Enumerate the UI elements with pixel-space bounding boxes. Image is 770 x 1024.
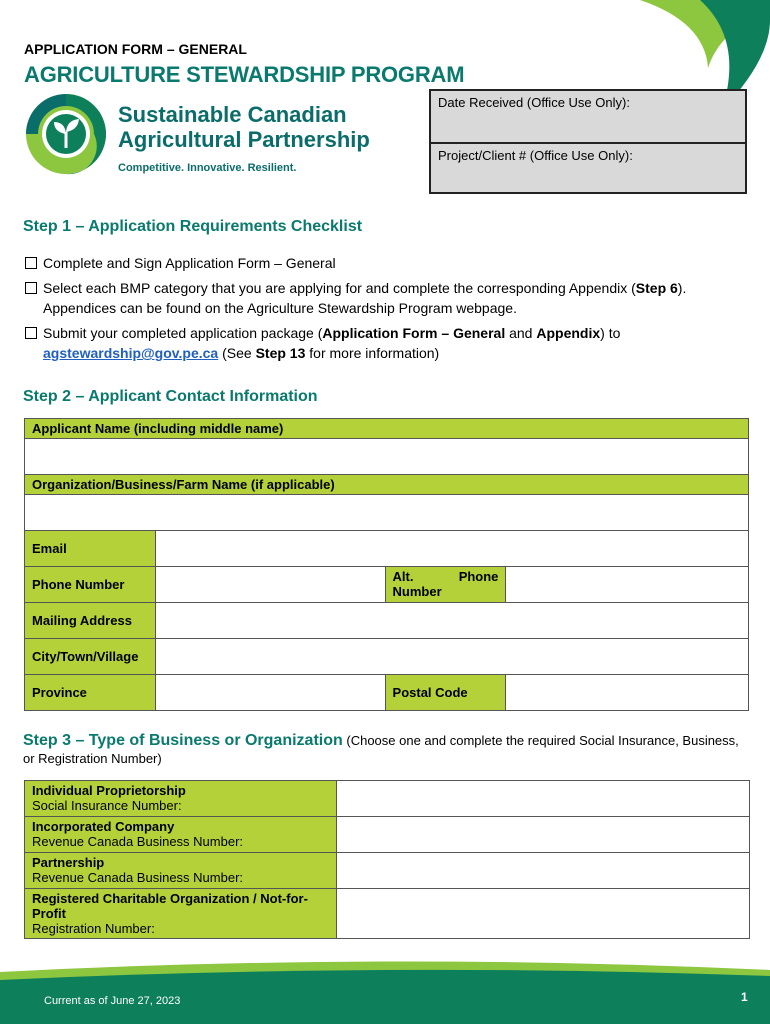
- appendix-reference: Appendix: [536, 325, 601, 341]
- checklist-text: and: [505, 325, 537, 341]
- logo-name-line2: Agricultural Partnership: [118, 127, 370, 152]
- alt-phone-input[interactable]: [506, 567, 749, 603]
- business-number-input[interactable]: [336, 781, 749, 817]
- date-received-field[interactable]: [431, 91, 745, 142]
- postal-code-label: Postal Code: [385, 675, 506, 711]
- step3-note: (Choose one and complete the required Social Insurance, Business, or Registration Number): [23, 733, 739, 766]
- applicant-name-label: Applicant Name (including middle name): [25, 419, 749, 439]
- checkbox[interactable]: [25, 282, 37, 294]
- bottom-swoosh-decoration: [0, 958, 770, 1024]
- email-label: Email: [25, 531, 156, 567]
- business-type-title: Partnership: [32, 855, 105, 870]
- phone-input[interactable]: [155, 567, 385, 603]
- form-reference: Application Form – General: [322, 325, 506, 341]
- step3-heading: [23, 732, 743, 768]
- checklist-text: for more information): [305, 345, 440, 361]
- applicant-name-input[interactable]: [25, 439, 749, 475]
- mailing-address-input[interactable]: [155, 603, 748, 639]
- business-type-title: Registered Charitable Organization / Not-for-Profit: [32, 891, 308, 921]
- checklist-text: Complete and Sign Application Form – General: [43, 255, 336, 271]
- email-link[interactable]: agstewardship@gov.pe.ca: [43, 345, 219, 361]
- checklist-item: [23, 253, 743, 273]
- checkbox[interactable]: [25, 327, 37, 339]
- email-input[interactable]: [155, 531, 748, 567]
- checklist-text: (See: [218, 345, 256, 361]
- page-number: 1: [741, 990, 748, 1004]
- business-number-input[interactable]: [336, 889, 749, 939]
- business-number-input[interactable]: [336, 817, 749, 853]
- logo-name: [118, 102, 418, 152]
- step1-heading: Step 1 – Application Requirements Checklist: [23, 218, 363, 235]
- step-reference: Step 13: [255, 345, 306, 361]
- contact-info-table: [24, 418, 749, 711]
- business-number-label: Revenue Canada Business Number:: [32, 834, 244, 849]
- requirements-checklist: [23, 253, 743, 368]
- business-type-label: [25, 889, 337, 939]
- city-label: City/Town/Village: [25, 639, 156, 675]
- mailing-address-label: Mailing Address: [25, 603, 156, 639]
- org-name-label: Organization/Business/Farm Name (if applicable): [25, 475, 749, 495]
- checklist-item: [23, 278, 743, 318]
- checklist-item: [23, 323, 743, 363]
- footer-date: Current as of June 27, 2023: [44, 995, 181, 1007]
- business-number-label: Social Insurance Number:: [32, 798, 182, 813]
- scap-logo-icon: [24, 92, 108, 176]
- business-type-label: [25, 817, 337, 853]
- logo-name-line1: Sustainable Canadian: [118, 102, 347, 127]
- project-client-label: Project/Client # (Office Use Only):: [438, 147, 633, 163]
- business-number-input[interactable]: [336, 853, 749, 889]
- city-input[interactable]: [155, 639, 748, 675]
- checkbox[interactable]: [25, 257, 37, 269]
- checklist-text: ) to: [600, 325, 621, 341]
- form-label: APPLICATION FORM – GENERAL: [24, 41, 247, 57]
- province-input[interactable]: [155, 675, 385, 711]
- business-type-label: [25, 781, 337, 817]
- business-type-title: Individual Proprietorship: [32, 783, 186, 798]
- date-received-label: Date Received (Office Use Only):: [438, 95, 630, 110]
- org-name-input[interactable]: [25, 495, 749, 531]
- alt-phone-label: Alt. Phone Number: [385, 567, 506, 603]
- office-use-box: [429, 89, 747, 194]
- business-number-label: Revenue Canada Business Number:: [32, 870, 244, 885]
- scap-logo: [24, 92, 404, 177]
- project-client-field[interactable]: [431, 142, 745, 193]
- business-number-label: Registration Number:: [32, 921, 155, 936]
- program-title: AGRICULTURE STEWARDSHIP PROGRAM: [24, 62, 465, 87]
- step3-title: Step 3 – Type of Business or Organization: [23, 732, 343, 749]
- postal-code-input[interactable]: [506, 675, 749, 711]
- province-label: Province: [25, 675, 156, 711]
- step-reference: Step 6: [635, 280, 678, 296]
- business-type-title: Incorporated Company: [32, 819, 175, 834]
- business-type-label: [25, 853, 337, 889]
- checklist-text: Submit your completed application package (: [43, 325, 323, 341]
- checklist-text: Select each BMP category that you are applying for and complete the corresponding Appendix (: [43, 280, 636, 296]
- step2-heading: Step 2 – Applicant Contact Information: [23, 388, 318, 405]
- logo-tagline: Competitive. Innovative. Resilient.: [118, 162, 297, 174]
- business-type-table: [24, 780, 750, 939]
- phone-label: Phone Number: [25, 567, 156, 603]
- checklist-text: ). Appendices can be found on the Agriculture Stewardship Program webpage.: [43, 280, 687, 316]
